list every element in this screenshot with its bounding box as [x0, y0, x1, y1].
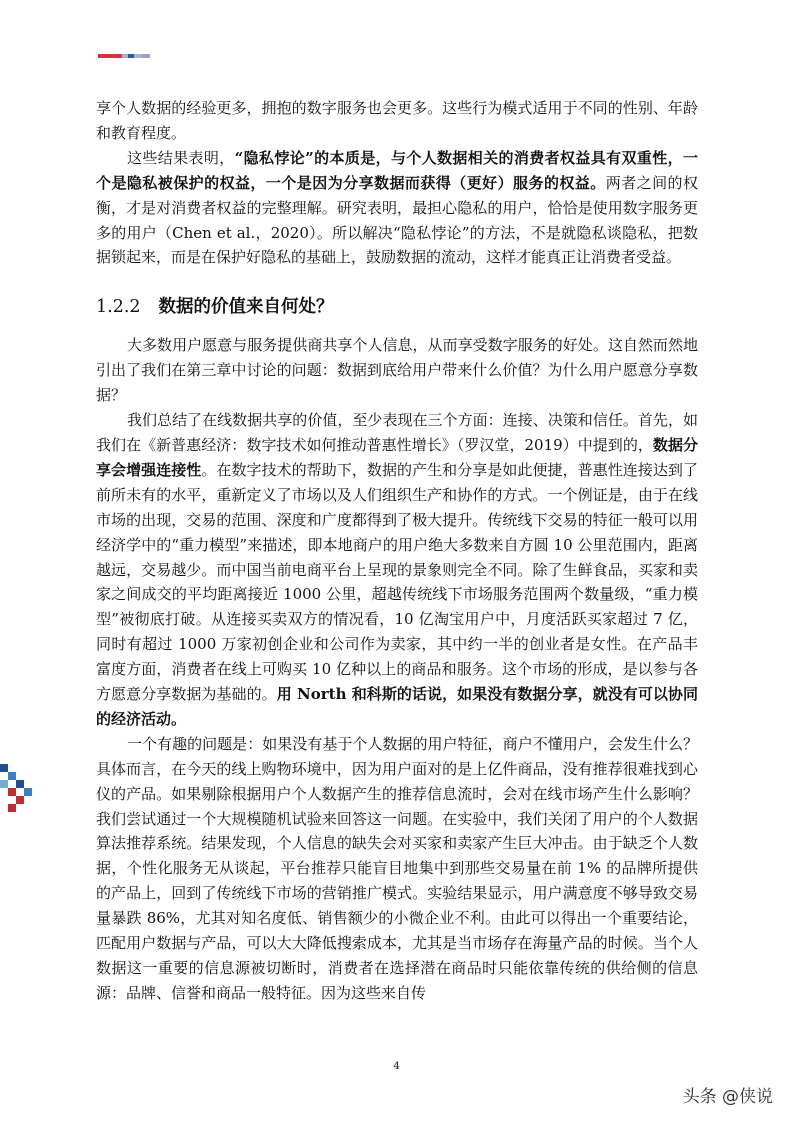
header-bar-segment [114, 54, 122, 58]
page-number: 4 [393, 1061, 400, 1072]
paragraph-connectivity [96, 408, 698, 732]
bold-emphasis: 用 North 和科斯的话说，如果没有数据分享，就没有可以协同的经济活动。 [96, 685, 698, 728]
section-number: 1.2.2 [96, 297, 141, 318]
watermark-text: 头条 @侠说 [682, 1087, 773, 1107]
document-body [96, 96, 698, 1006]
deco-square [16, 780, 24, 788]
header-bar-segment [134, 54, 142, 58]
deco-square [0, 780, 8, 788]
text-run: 两者之间的权衡，才是对消费者权益的完整理解。研究表明，最担心隐私的用户，恰恰是使用数字服务更多的用户（Chen et al.，2020）。所以解决“隐私悖论”的方法，不是就隐私谈隐私，把数据锁起来，而是在保护好隐私的基础上，鼓励数据的流动，这样才能真正让消费者受益。 [96, 173, 698, 267]
paragraph-experiment: 一个有趣的问题是：如果没有基于个人数据的用户特征，商户不懂用户，会发生什么？具体而言，在今天的线上购物环境中，因为用户面对的是上亿件商品，没有推荐很难找到心仪的产品。如果剔除根据用户个人数据产生的推荐信息流时，会对在线市场产生什么影响？我们尝试通过一个大规模随机试验来回答这一问题。在实验中，我们关闭了用户的个人数据算法推荐系统。结果发现，个人信息的缺失会对买家和卖家产生巨大冲击。由于缺乏个人数据，个性化服务无从谈起，平台推荐只能盲目地集中到那些交易量在前 1% 的品牌所提供的产品上，回到了传统线下市场的营销推广模式。实验结果显示，用户满意度不够导致交易量暴跌 86%，尤其对知名度低、销售额少的小微企业不利。由此可以得出一个重要结论，匹配用户数据与产品，可以大大降低搜索成本，尤其是当市场存在海量产品的时候。当个人数据这一重要的信息源被切断时，消费者在选择潜在商品时只能依靠传统的供给侧的信息源：品牌、信誉和商品一般特征。因为这些来自传 [96, 734, 698, 1002]
paragraph-intro: 大多数用户愿意与服务提供商共享个人信息，从而享受数字服务的好处。这自然而然地引出了我们在第三章中讨论的问题：数据到底给用户带来什么价值？为什么用户愿意分享数据？ [96, 336, 698, 405]
text-run: 这些结果表明， [127, 148, 235, 167]
deco-square [8, 804, 16, 812]
paragraph-privacy-paradox [96, 146, 698, 271]
side-pixel-decoration [0, 764, 34, 812]
deco-square [8, 772, 16, 780]
header-color-bar [98, 54, 150, 58]
text-run: 。在数字技术的帮助下，数据的产生和分享是如此便捷，普惠性连接达到了前所未有的水平，重新定义了市场以及人们组织生产和协作的方式。一个例证是，由于在线市场的出现，交易的范围、深度和广度都得到了极大提升。传统线下交易的特征一般可以用经济学中的“重力模型”来描述，即本地商户的用户绝大多数来自方圆 10 公里范围内，距离越远，交易越少。而中国当前电商平台上呈现的景象则完全不同。除了生鲜食品，买家和卖家之间成交的平均距离接近 1000 公里，超越传统线下市场服务范围两个数量级，“重力模型”被彻底打破。从连接买卖双方的情况看，10 亿淘宝用户中，月度活跃买家超过 7 亿，同时有超过 1000 万家初创企业和公司作为卖家，其中约一半的创业者是女性。在产品丰富度方面，消费者在线上可购买 10 亿种以上的商品和服务。这个市场的形成，是以参与各方愿意分享数据为基础的。 [96, 460, 698, 704]
section-title: 数据的价值来自何处？ [158, 297, 334, 318]
deco-square [0, 764, 8, 772]
bold-emphasis: “隐私悖论”的本质是，与个人数据相关的消费者权益具有双重性，一个是隐私被保护的权益，一个是因为分享数据而获得（更好）服务的权益。 [96, 148, 698, 192]
deco-square [24, 788, 32, 796]
deco-square [8, 788, 16, 796]
section-heading [96, 294, 698, 320]
header-bar-segment [142, 54, 150, 58]
deco-square [16, 796, 24, 804]
paragraph-continuation: 享个人数据的经验更多，拥抱的数字服务也会更多。这些行为模式适用于不同的性别、年龄和教育程度。 [96, 99, 698, 142]
text-run: 我们总结了在线数据共享的价值，至少表现在三个方面：连接、决策和信任。首先，如我们在《新普惠经济：数字技术如何推动普惠性增长》（罗汉堂，2019）中提到的， [96, 411, 698, 454]
header-bar-segment [98, 54, 114, 58]
bold-emphasis: 数据分享会增强连接性 [96, 435, 698, 479]
